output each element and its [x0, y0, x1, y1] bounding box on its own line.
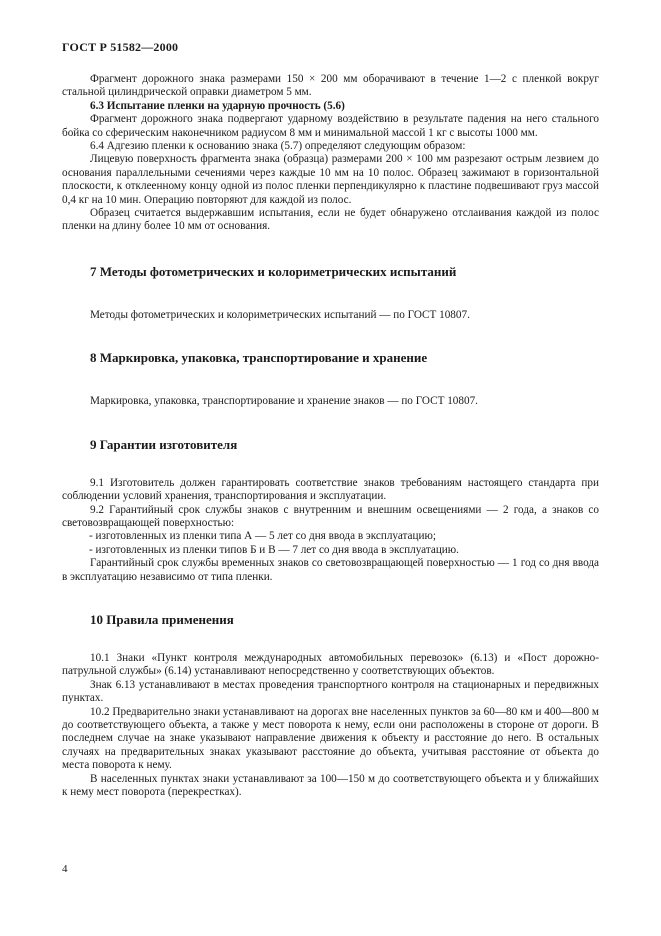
paragraph: Фрагмент дорожного знака подвергают ударному воздействию в результате падения на него стального бойка со сферическим наконечником радиусом 8 мм и минимальной массой 1 кг с высоты 1000 мм.: [62, 113, 599, 139]
paragraph: Маркировка, упаковка, транспортирование и хранение знаков — по ГОСТ 10807.: [90, 395, 478, 408]
paragraph: Знак 6.13 устанавливают в местах проведения транспортного контроля на стационарных и передвижных пунктах.: [62, 678, 599, 705]
page-number: 4: [62, 863, 68, 875]
paragraph: Образец считается выдержавшим испытания, если не будет обнаружено отслаивания каждой из полос пленки на длину более 10 мм от основания.: [62, 207, 599, 233]
paragraph: Лицевую поверхность фрагмента знака (образца) размерами 200 × 100 мм разрезают острым лезвием до основания параллельными сечениями через каждые 10 мм на 10 полос. Образец зажимают в горизонтальной плоскости, к отклеенному концу одной из полос пленки перпендикулярно к пластине подвешивают груз массой 0,4 кг на 10 мин. Операцию повторяют для каждой из полос.: [62, 153, 599, 206]
paragraph: 10.2 Предварительно знаки устанавливают на дорогах вне населенных пунктов за 60—80 км и 400—800 м до соответствующего объекта, а также у мест поворота к нему, если они расположены в стороне от дороги. В последнем случае на знаке указывают направление движения к объекту и расстояние до него. В остальных случаях на предварительных знаках указывают расстояние до объекта, учитывая расстояние от объекта до места поворота к нему.: [62, 705, 599, 772]
document-header: ГОСТ Р 51582—2000: [62, 40, 179, 54]
paragraph: 9.1 Изготовитель должен гарантировать соответствие знаков требованиям настоящего стандарта при соблюдении условий хранения, транспортирования и эксплуатации.: [62, 476, 599, 503]
subsection-heading-6-3: 6.3 Испытание пленки на ударную прочность (5.6): [90, 99, 345, 112]
paragraph: 9.2 Гарантийный срок службы знаков с внутренним и внешним освещениями — 2 года, а знаков со световозвращающей поверхностью:: [62, 503, 599, 529]
list-item: - изготовленных из пленки типа А — 5 лет со дня ввода в эксплуатацию;: [89, 530, 436, 543]
document-page: [62, 40, 599, 799]
list-item: - изготовленных из пленки типов Б и В — 7 лет со дня ввода в эксплуатацию.: [89, 543, 459, 556]
paragraph: 10.1 Знаки «Пункт контроля международных автомобильных перевозок» (6.13) и «Пост дорожно-патрульной службы» (6.14) устанавливают непосредственно у соответствующих объектов.: [62, 651, 599, 678]
section-heading-7: 7 Методы фотометрических и колориметрических испытаний: [90, 263, 457, 279]
section-heading-10: 10 Правила применения: [90, 611, 234, 627]
section-heading-8: 8 Маркировка, упаковка, транспортирование и хранение: [90, 350, 428, 366]
paragraph: Фрагмент дорожного знака размерами 150 × 200 мм оборачивают в течение 1—2 с пленкой вокруг стальной цилиндрической оправки диаметром 5 мм.: [62, 73, 599, 99]
paragraph: В населенных пунктах знаки устанавливают за 100—150 м до соответствующего объекта и у ближайших к нему мест поворота (перекрестках).: [62, 772, 599, 798]
paragraph: 6.4 Адгезию пленки к основанию знака (5.7) определяют следующим образом:: [90, 140, 466, 153]
paragraph: Методы фотометрических и колориметрических испытаний — по ГОСТ 10807.: [90, 308, 470, 321]
section-heading-9: 9 Гарантии изготовителя: [90, 436, 238, 452]
paragraph: Гарантийный срок службы временных знаков со световозвращающей поверхностью — 1 год со дня ввода в эксплуатацию независимо от типа пленки.: [62, 557, 599, 583]
